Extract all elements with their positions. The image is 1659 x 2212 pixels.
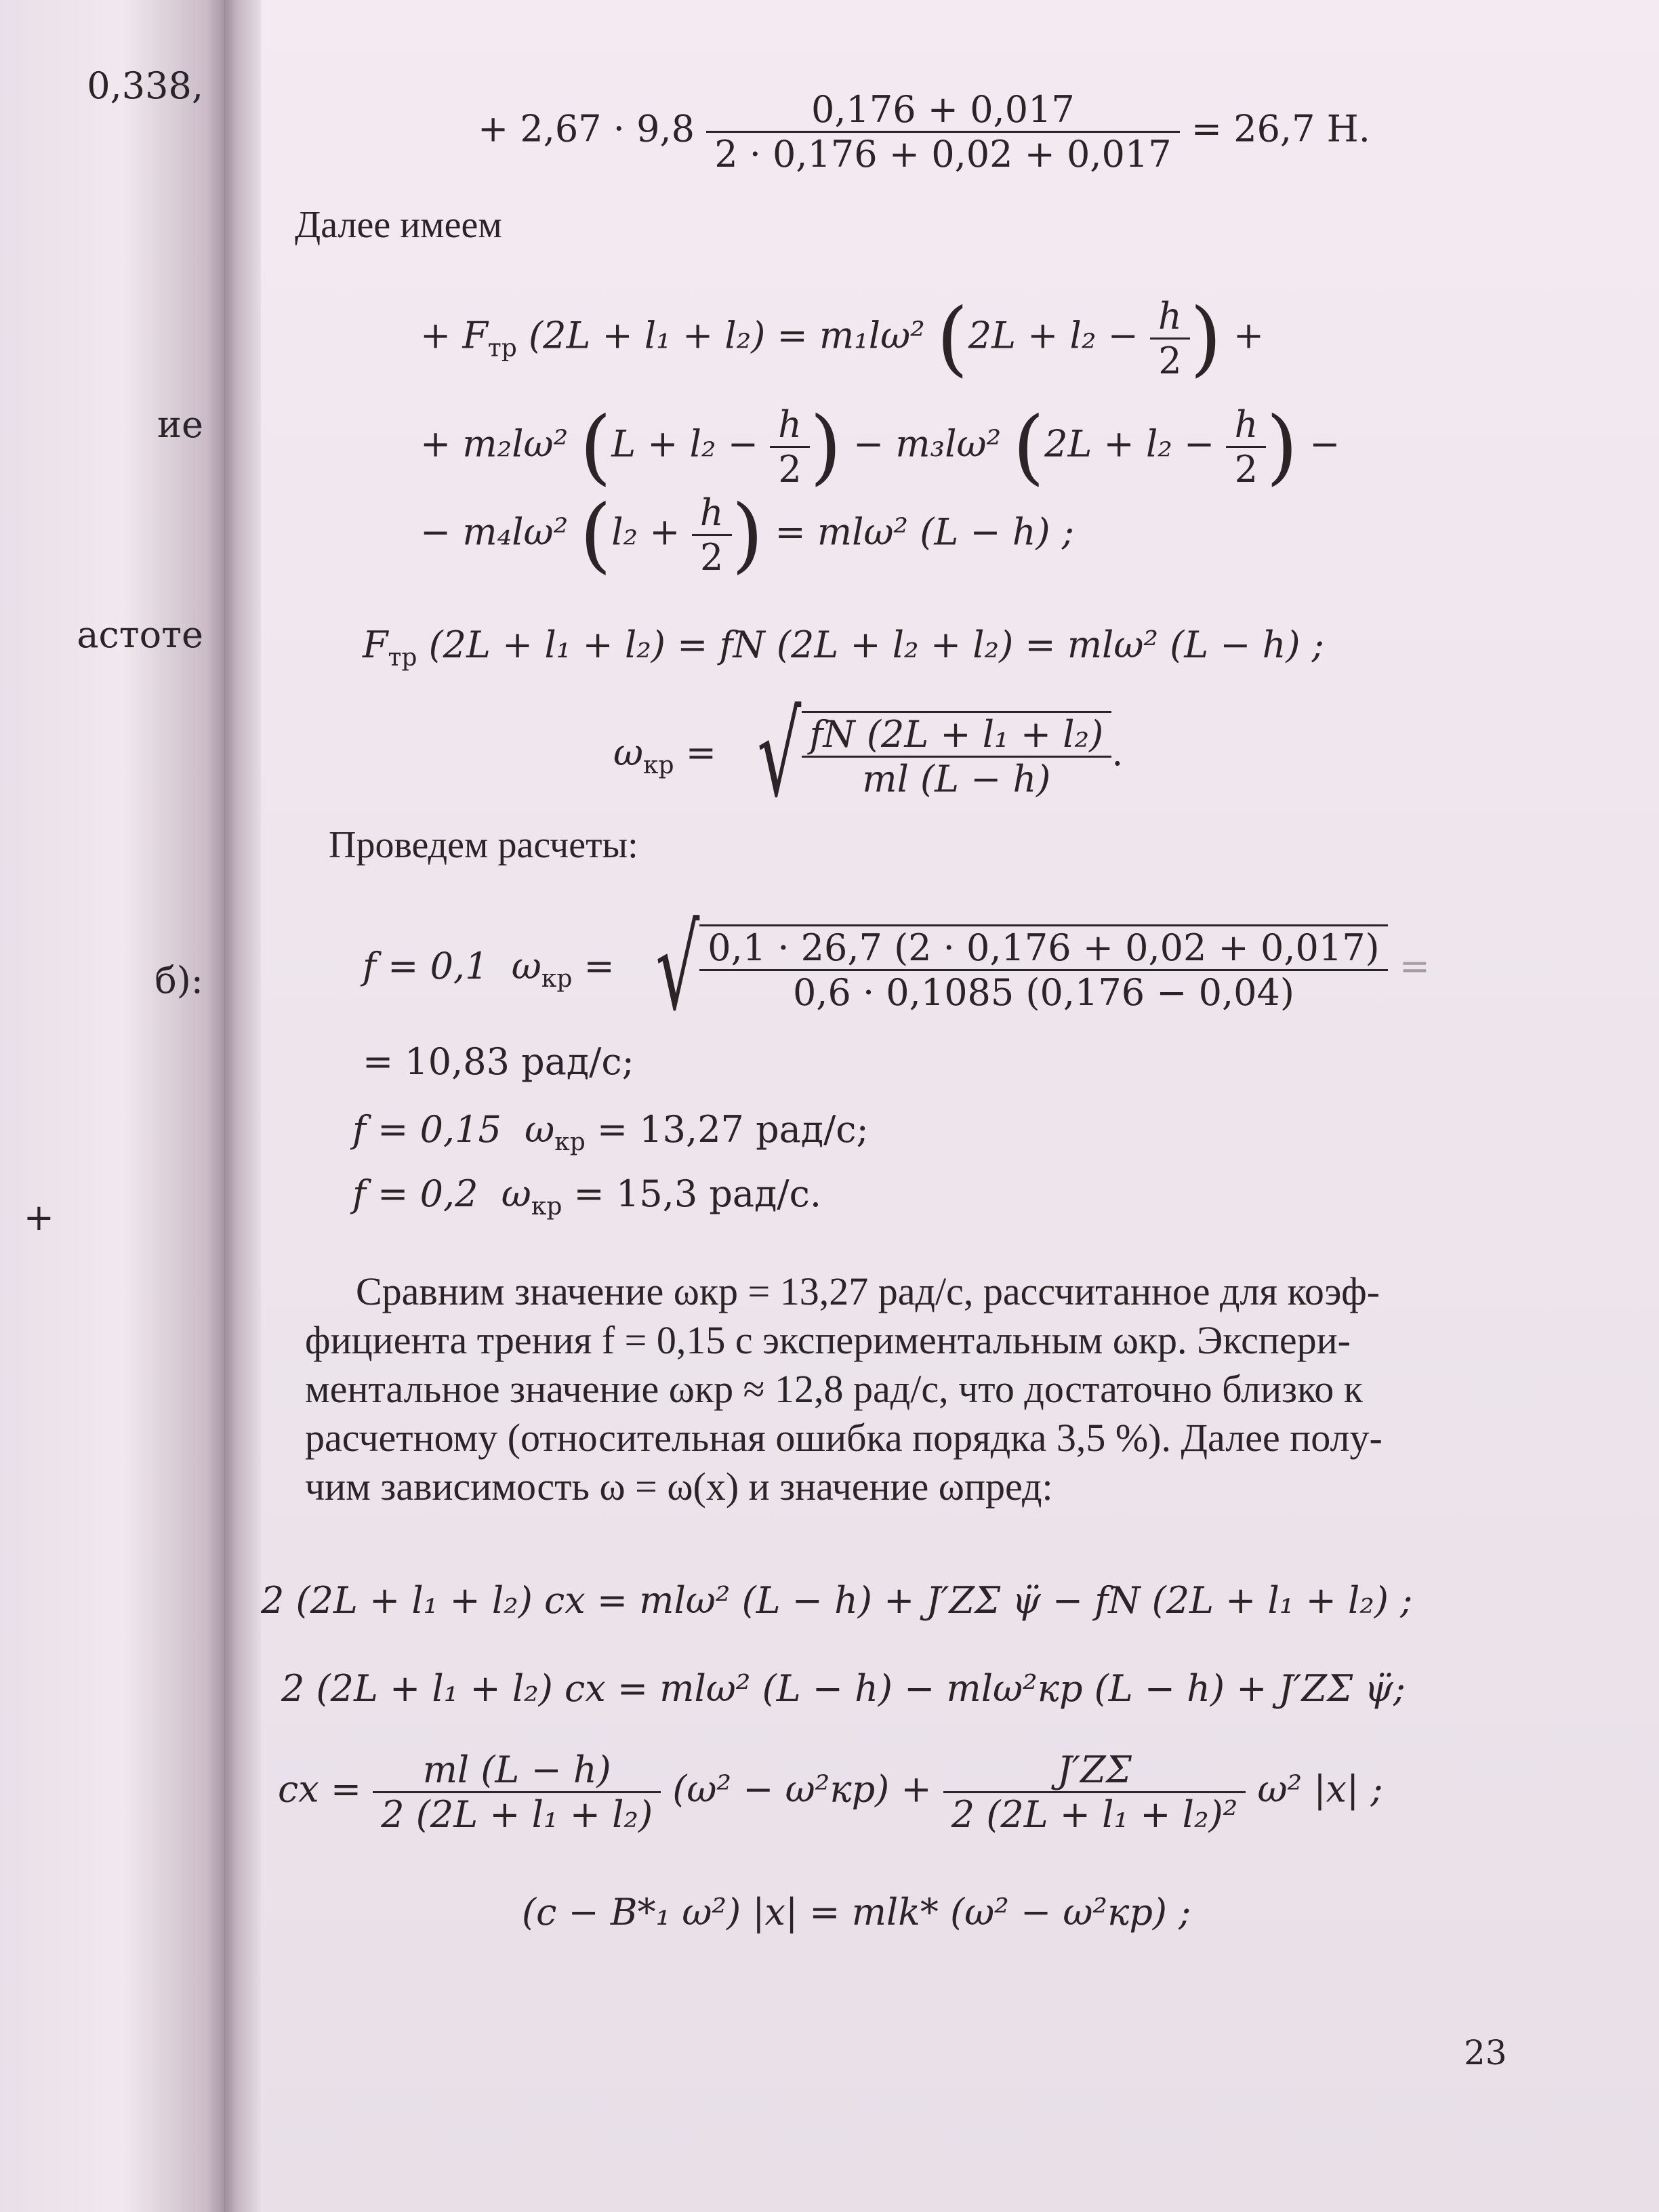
text-dalee: Далее имеем	[295, 204, 502, 246]
calculation-f015: f = 0,15 $\omega_{кр} = 13,27$ рад/с;	[352, 1108, 869, 1156]
left-page	[0, 0, 224, 2212]
text-provedem: Проведем расчеты:	[329, 824, 638, 866]
equation-balance-line1: + $F_{тр}$ (2L + l₁ + l₂) = m₁lω² (2L + l₂ − $\frac{h}{2}$ ) +	[420, 291, 1265, 386]
paragraph-line-3: ментальное значение ωкр ≈ 12,8 рад/с, что достаточно близко к	[305, 1367, 1363, 1411]
left-fragment-2: ие	[157, 403, 203, 446]
equation-balance-line2: + m₂lω² (L + l₂ − $\frac{h}{2}$ ) − m₃lω² (2L + l₂ − $\frac{h}{2}$ ) −	[420, 400, 1340, 494]
paragraph-line-5: чим зависимость ω = ω(x) и значение ωпред:	[305, 1465, 1053, 1509]
paragraph-line-4: расчетному (относительная ошибка порядка 3,5 %). Далее полу-	[305, 1416, 1382, 1460]
equation-omega-critical: $\omega_{кр}$ = √ $\frac{\text{fN (2L + l₁ + l₂)}}{ml (L - h)}$ .	[613, 689, 1124, 823]
page-number: 23	[1464, 2033, 1507, 2072]
paragraph-line-1: Сравним значение ωкр = 13,27 рад/с, рассчитанное для коэф-	[356, 1269, 1380, 1313]
equation-balance-line3: − m₄lω² (l₂ + $\frac{h}{2}$ ) = mlω² (L − h) ;	[420, 488, 1074, 582]
equation-b: 2 (2L + l₁ + l₂) cx = mlω² (L − h) − mlω²кр (L − h) + J′ZΣ ψ̈;	[281, 1667, 1406, 1710]
left-fragment-1: 0,338,	[87, 64, 203, 107]
paragraph-comparison	[305, 1267, 1538, 1511]
left-fragment-3: астоте	[77, 613, 203, 656]
equation-top: + 2,67 · 9,8 $\frac{0,176 + 0,017}{2 \cdot 0,176 + 0,02 + 0,017}$ = 26,7 Н.	[478, 88, 1370, 176]
equation-d: (c − B*₁ ω²) |x| = mlk* (ω² − ω²кр) ;	[522, 1891, 1191, 1933]
book-spine	[224, 0, 261, 2212]
paragraph-line-2: фициента трения f = 0,15 с экспериментальным ωкр. Экспери-	[305, 1318, 1351, 1362]
left-fragment-4: б):	[155, 959, 203, 1002]
equation-friction: $F_{тр}$ (2L + l₁ + l₂) = fN (2L + l₂ + l₂) = mlω² (L − h) ;	[363, 623, 1324, 672]
right-page	[261, 0, 1659, 2212]
calculation-f01-result: = 10,83 рад/с;	[363, 1040, 634, 1083]
equation-c: cx = $\frac{ml (L - h)}{\text{2 (2L + l₁ + l₂)}}$ (ω² − ω²кр) + $\frac{J'Z\Sigma}{\text{2 (2L + l₁ + l₂)²}}$ ω² |x| ;	[278, 1748, 1383, 1836]
left-fragment-5: +	[23, 1196, 54, 1239]
calculation-f01: f = 0,1 $\omega_{кр}$ = √ $\frac{0,1 \cdot 26,7 (2 \cdot 0,176 + 0,02 + 0,017)}{0,6 \cdot 0,1085 (0,176 - 0,04)}$ =	[363, 902, 1431, 1036]
equation-a: 2 (2L + l₁ + l₂) cx = mlω² (L − h) + J′ZΣ ψ̈ − fN (2L + l₁ + l₂) ;	[261, 1579, 1413, 1622]
calculation-f02: f = 0,2 $\omega_{кр} = 15,3$ рад/с.	[352, 1172, 821, 1221]
